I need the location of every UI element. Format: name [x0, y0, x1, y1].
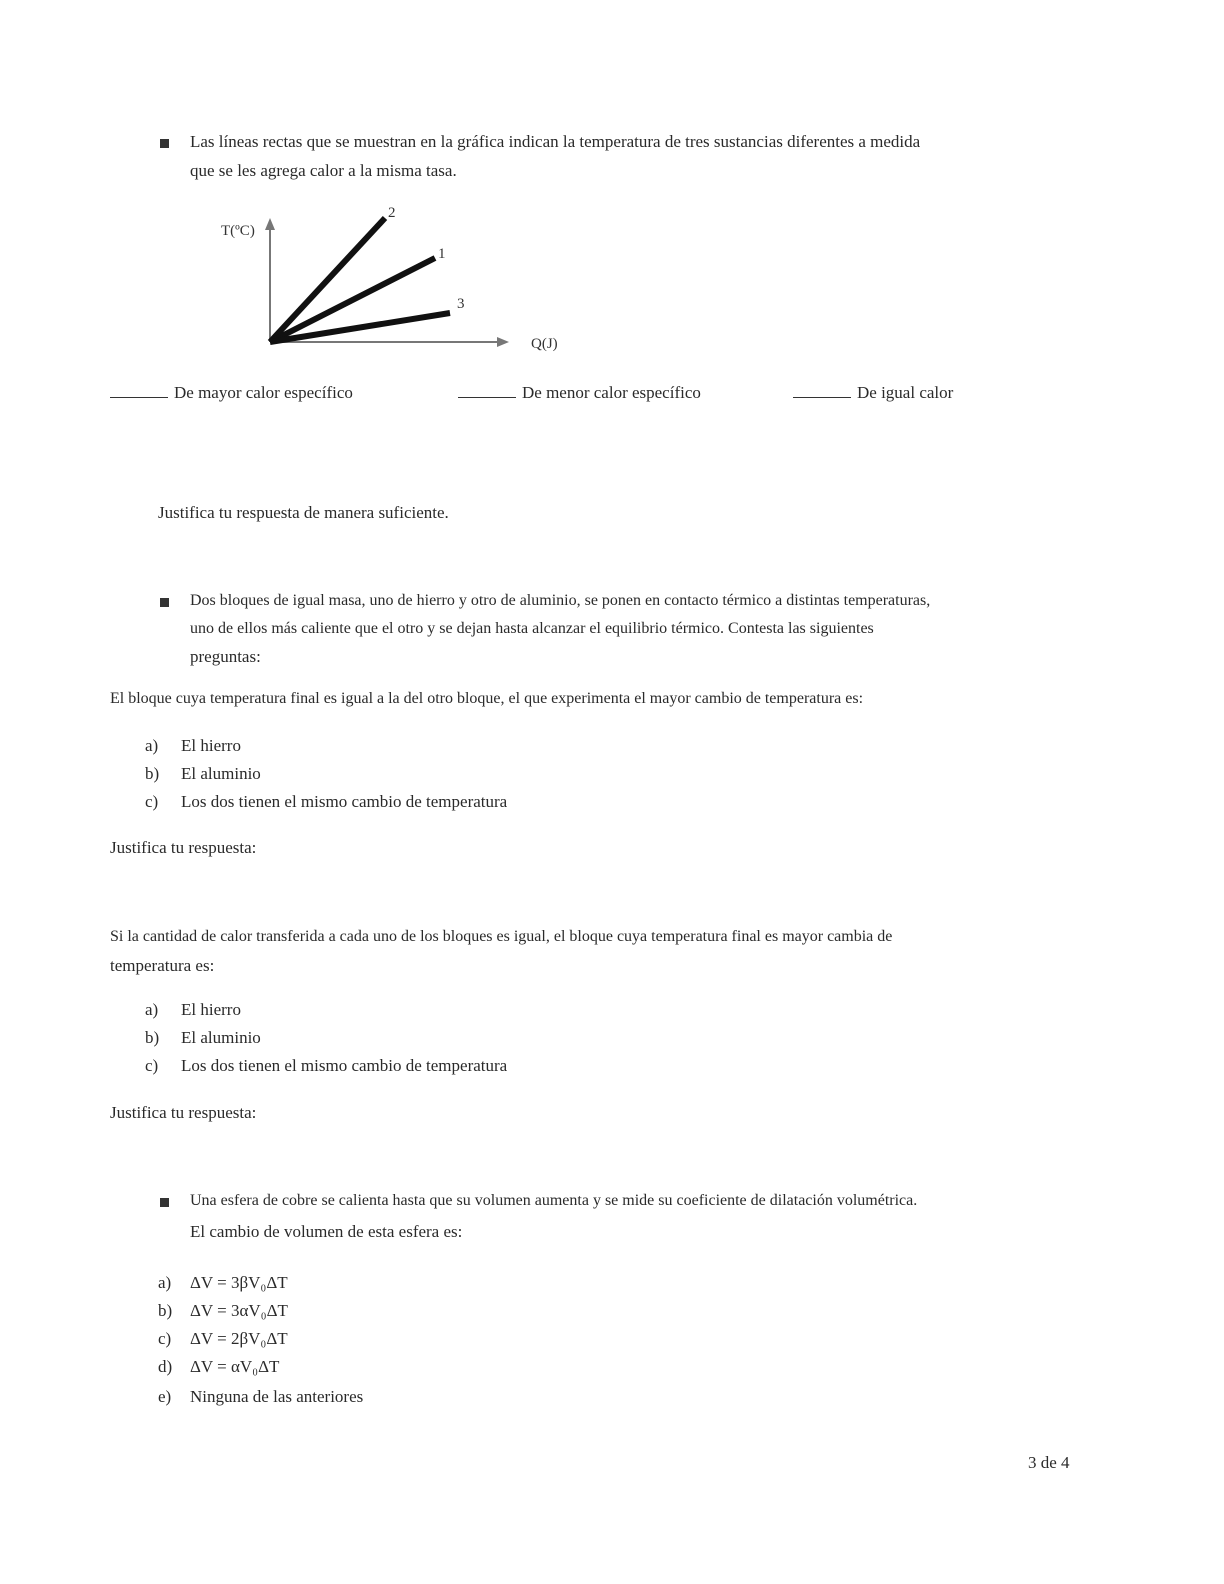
- blank-3-label: De igual calor: [857, 383, 954, 402]
- question-2-text-line1: Dos bloques de igual masa, uno de hierro y otro de aluminio, se ponen en contacto térmico a distintas temperaturas,: [190, 592, 931, 609]
- option-text: Los dos tienen el mismo cambio de temperatura: [181, 792, 508, 811]
- question-2-sub2-prompt-line1: Si la cantidad de calor transferida a cada uno de los bloques es igual, el bloque cuya temperatura final es mayor cambia de: [110, 928, 893, 945]
- blank-line[interactable]: [793, 397, 851, 398]
- q2-sub2-option-c[interactable]: [145, 1056, 507, 1076]
- graph-line-label-1: 1: [438, 246, 446, 262]
- option-label: c): [158, 1329, 172, 1348]
- option-text: ΔV = 3αV₀ΔT: [190, 1301, 288, 1320]
- option-text: ΔV = 2βV₀ΔT: [190, 1329, 288, 1348]
- option-label: b): [158, 1301, 173, 1320]
- blank-2-label: De menor calor específico: [522, 383, 701, 402]
- answer-blank-3[interactable]: [793, 383, 953, 403]
- option-text: El aluminio: [181, 764, 261, 783]
- graph-y-arrow: [265, 218, 275, 230]
- question-2-sub1-justify: Justifica tu respuesta:: [110, 838, 257, 857]
- q3-option-a[interactable]: [158, 1273, 288, 1293]
- question-3-bullet: [160, 1198, 169, 1207]
- option-text: ΔV = 3βV₀ΔT: [190, 1273, 288, 1292]
- option-label: a): [145, 736, 159, 755]
- q3-option-b[interactable]: [158, 1301, 288, 1321]
- question-2-sub1-prompt: El bloque cuya temperatura final es igual a la del otro bloque, el que experimenta el mayor cambio de temperatura es:: [110, 690, 864, 707]
- option-label: d): [158, 1357, 173, 1376]
- question-3-text-line2: El cambio de volumen de esta esfera es:: [190, 1222, 463, 1241]
- option-label: b): [145, 764, 160, 783]
- blank-1-label: De mayor calor específico: [174, 383, 353, 402]
- option-label: e): [158, 1387, 172, 1406]
- answer-blank-1[interactable]: [110, 383, 353, 403]
- q2-sub2-option-a[interactable]: [145, 1000, 241, 1020]
- option-text: Ninguna de las anteriores: [190, 1387, 364, 1406]
- option-text: El aluminio: [181, 1028, 261, 1047]
- option-label: a): [145, 1000, 159, 1019]
- answer-blank-2[interactable]: [458, 383, 701, 403]
- temperature-heat-graph: [215, 200, 595, 360]
- graph-line-label-2: 2: [388, 205, 396, 221]
- q2-sub1-option-a[interactable]: [145, 736, 241, 756]
- option-label: c): [145, 792, 159, 811]
- question-2-sub2-prompt-line2: temperatura es:: [110, 956, 215, 975]
- option-label: c): [145, 1056, 159, 1075]
- q2-sub1-option-c[interactable]: [145, 792, 507, 812]
- graph-x-label: Q(J): [531, 336, 558, 352]
- option-label: b): [145, 1028, 160, 1047]
- question-1-text-line1: Las líneas rectas que se muestran en la gráfica indican la temperatura de tres sustancias diferentes a medida: [190, 132, 921, 151]
- question-1-text-line2: que se les agrega calor a la misma tasa.: [190, 161, 457, 180]
- graph-line-label-3: 3: [457, 296, 465, 312]
- graph-y-label: T(ºC): [221, 223, 255, 239]
- q2-sub2-option-b[interactable]: [145, 1028, 261, 1048]
- question-1-justify: Justifica tu respuesta de manera suficiente.: [158, 503, 449, 522]
- q3-option-d[interactable]: [158, 1357, 279, 1377]
- option-text: Los dos tienen el mismo cambio de temperatura: [181, 1056, 508, 1075]
- page-number: 3 de 4: [1028, 1453, 1070, 1472]
- question-1-bullet: [160, 139, 169, 148]
- q2-sub1-option-b[interactable]: [145, 764, 261, 784]
- graph-x-arrow: [497, 337, 509, 347]
- blank-line[interactable]: [110, 397, 168, 398]
- question-2-text-line3: preguntas:: [190, 647, 261, 666]
- blank-line[interactable]: [458, 397, 516, 398]
- question-2-sub2-justify: Justifica tu respuesta:: [110, 1103, 257, 1122]
- option-text: ΔV = αV₀ΔT: [190, 1357, 280, 1376]
- option-text: El hierro: [181, 736, 241, 755]
- option-text: El hierro: [181, 1000, 241, 1019]
- option-label: a): [158, 1273, 172, 1292]
- q3-option-e[interactable]: [158, 1387, 363, 1407]
- question-2-text-line2: uno de ellos más caliente que el otro y se dejan hasta alcanzar el equilibrio térmico. Contesta las siguientes: [190, 620, 874, 637]
- q3-option-c[interactable]: [158, 1329, 288, 1349]
- question-2-bullet: [160, 598, 169, 607]
- question-3-text-line1: Una esfera de cobre se calienta hasta que su volumen aumenta y se mide su coeficiente de dilatación volumétrica.: [190, 1192, 918, 1209]
